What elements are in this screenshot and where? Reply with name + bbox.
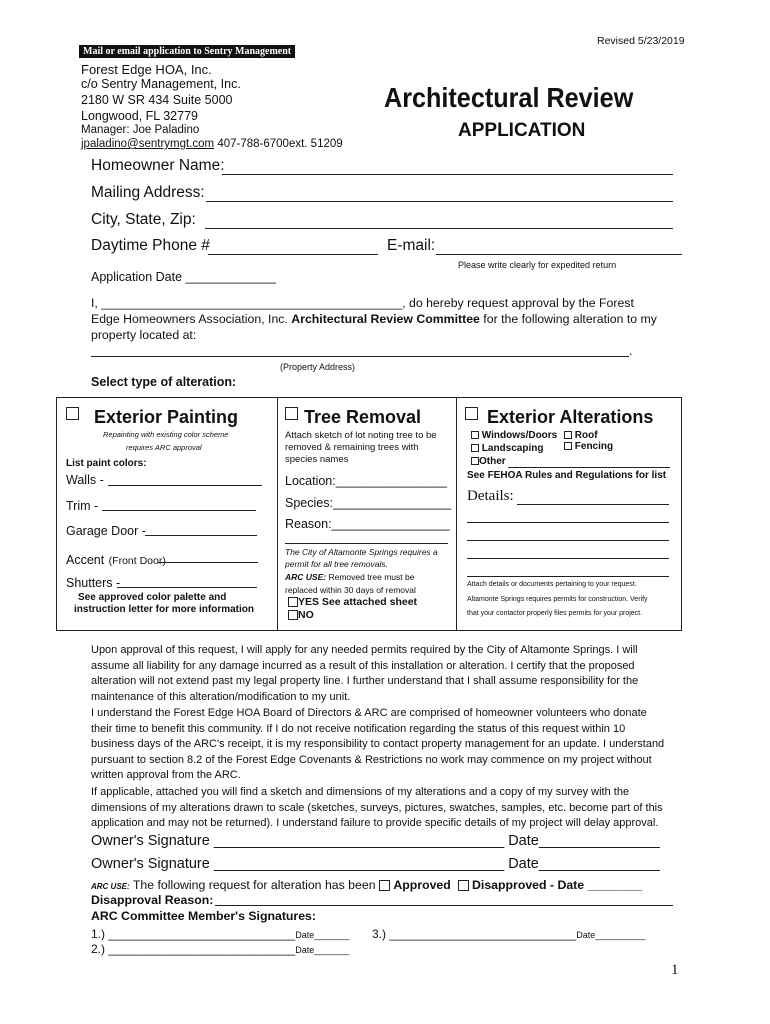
disapproval-reason-label: Disapproval Reason: <box>91 893 214 907</box>
roof-label: Roof <box>574 430 598 441</box>
request-line-2 <box>91 312 657 326</box>
address-street: 2180 W SR 434 Suite 5000 <box>81 93 233 107</box>
tree-desc-2: removed & remaining trees with <box>285 442 419 453</box>
property-address-field[interactable] <box>91 356 629 357</box>
arc-use-tag: ARC USE: <box>285 572 327 582</box>
manager-email-link[interactable]: jpaladino@sentrymgt.com <box>81 138 215 150</box>
please-write-note: Please write clearly for expedited return <box>458 260 617 270</box>
member-1-line: 1.) ____________________________ <box>91 927 296 941</box>
member-1-date: Date_______ <box>295 930 350 940</box>
address-contact <box>81 138 343 150</box>
attach-note: Attach details or documents pertaining to your request. <box>467 581 637 588</box>
yes-checkbox[interactable] <box>288 597 298 607</box>
member-3-line: 3.) ____________________________ <box>372 927 577 941</box>
request-text-a: Edge Homeowners Association, Inc. <box>91 312 292 326</box>
arc-note-text: Removed tree must be <box>326 572 415 582</box>
approved-checkbox[interactable] <box>379 880 390 891</box>
member-signature-2[interactable] <box>91 940 349 958</box>
page-subtitle: APPLICATION <box>458 120 586 141</box>
city-field[interactable] <box>205 228 673 229</box>
request-committee: Architectural Review Committee <box>291 312 480 326</box>
windows-option[interactable] <box>471 430 557 441</box>
arc-use-label: ARC USE: <box>91 882 130 891</box>
homeowner-label: Homeowner Name: <box>91 157 225 174</box>
other-option[interactable] <box>471 456 506 467</box>
address-co: c/o Sentry Management, Inc. <box>81 77 241 91</box>
tree-desc-1: Attach sketch of lot noting tree to be <box>285 430 437 441</box>
garage-field[interactable] <box>145 535 257 536</box>
details-field-1[interactable] <box>517 504 669 505</box>
accent-sub: (Front Door) <box>108 555 166 567</box>
homeowner-field[interactable] <box>222 174 673 175</box>
painting-note-1: Repainting with existing color scheme <box>103 430 229 439</box>
windows-label: Windows/Doors <box>481 430 558 441</box>
details-field-5[interactable] <box>467 576 669 577</box>
revised-date: Revised 5/23/2019 <box>597 35 685 47</box>
tree-no-option[interactable] <box>288 609 314 621</box>
painting-title: Exterior Painting <box>94 407 239 427</box>
arc-tree-note-1 <box>285 572 414 582</box>
garage-label: Garage Door - <box>66 524 146 538</box>
other-field[interactable] <box>508 467 670 468</box>
permits-note-1: Altamonte Springs requires permits for construction. Verify <box>467 596 648 603</box>
landscaping-checkbox[interactable] <box>471 444 479 452</box>
walls-field[interactable] <box>108 485 262 486</box>
painting-note-2: requires ARC approval <box>126 443 202 452</box>
palette-note-2: instruction letter for more information <box>74 604 255 615</box>
disapproved-checkbox[interactable] <box>458 880 469 891</box>
member-2-line: 2.) ____________________________ <box>91 942 296 956</box>
page-number: 1 <box>671 962 679 978</box>
permits-note-2: that your contactor properly files permits for your project. <box>467 610 643 617</box>
disapproved-label: Disapproved - Date ________ <box>472 878 643 892</box>
member-3-date: Date__________ <box>576 930 646 940</box>
member-2-date: Date_______ <box>295 945 350 955</box>
tree-yes-option[interactable] <box>288 596 417 608</box>
approval-paragraph: Upon approval of this request, I will apply for any needed permits required by the City of Altamonte Springs. I will assume all liability for any damage incurred as a result of this installation or alteration. I certify that the proposed alteration will not extend past my legal property line. I further understand that I shall assume responsibility for the maintenance of this alteration/modification to my unit. <box>91 644 639 703</box>
mailing-label: Mailing Address: <box>91 184 205 201</box>
windows-checkbox[interactable] <box>471 431 479 439</box>
details-label: Details: <box>467 488 514 504</box>
city-label: City, State, Zip: <box>91 211 196 228</box>
mail-banner: Mail or email application to Sentry Management <box>79 45 295 58</box>
fencing-label: Fencing <box>574 441 614 452</box>
tree-title: Tree Removal <box>304 407 422 427</box>
manager-phone: 407-788-6700ext. 51209 <box>217 138 343 150</box>
accent-label <box>66 551 166 569</box>
city-permit-note-2: permit for all tree removals. <box>285 559 388 569</box>
other-checkbox[interactable] <box>471 457 479 465</box>
no-label: NO <box>298 609 314 621</box>
select-type-label: Select type of alteration: <box>91 375 237 389</box>
fehoa-rules-note: See FEHOA Rules and Regulations for list <box>467 470 667 481</box>
shutters-field[interactable] <box>117 587 257 588</box>
fencing-checkbox[interactable] <box>564 442 572 450</box>
address-city: Longwood, FL 32779 <box>81 109 198 123</box>
property-address-caption: (Property Address) <box>280 362 356 372</box>
address-org: Forest Edge HOA, Inc. <box>81 62 212 77</box>
phone-field[interactable] <box>208 254 378 255</box>
city-permit-note-1: The City of Altamonte Springs requires a <box>285 547 438 557</box>
paint-colors-label: List paint colors: <box>66 458 147 469</box>
other-label: Other <box>479 456 506 467</box>
no-checkbox[interactable] <box>288 610 298 620</box>
alterations-title: Exterior Alterations <box>487 407 654 427</box>
arc-use-text: The following request for alteration has been <box>129 878 379 892</box>
palette-note-1: See approved color palette and <box>78 592 227 603</box>
volunteer-paragraph: I understand the Forest Edge HOA Board of Directors & ARC are comprised of homeowner volunteers who donate their time to benefit this community. If I do not receive notification regarding the status of this request within 10 business days of the ARC's receipt, it is my responsibility to contact property management for an update. I understand pursuant to section 8.2 of the Forest Edge Covenants & Restrictions no work may commence on my project without written approval from the ARC. <box>91 707 665 781</box>
arc-tree-note-2: replaced within 30 days of removal <box>285 585 416 595</box>
committee-signatures-label: ARC Committee Member's Signatures: <box>91 909 316 923</box>
roof-checkbox[interactable] <box>564 431 572 439</box>
trim-label: Trim - <box>66 499 99 513</box>
alterations-checkbox[interactable] <box>465 405 478 423</box>
request-line-1: I, ____________________________________________, do hereby request approval by the Forest <box>91 296 634 310</box>
tree-extra-line[interactable] <box>285 543 448 544</box>
property-line-period: . <box>629 344 633 358</box>
mailing-field[interactable] <box>206 201 673 202</box>
details-field-4[interactable] <box>467 558 669 559</box>
tree-reason-field[interactable]: Reason:_________________ <box>285 517 450 531</box>
roof-option[interactable] <box>564 430 598 441</box>
fencing-option[interactable] <box>564 441 613 452</box>
tree-species-field[interactable]: Species:_________________ <box>285 496 452 510</box>
page-title: Architectural Review <box>384 82 634 113</box>
tree-checkbox[interactable] <box>285 405 298 423</box>
painting-checkbox[interactable] <box>66 405 79 423</box>
landscaping-option[interactable] <box>471 443 543 454</box>
approved-label: Approved <box>393 878 451 892</box>
attachments-paragraph: If applicable, attached you will find a sketch and dimensions of my alterations and a copy of my survey with the dimensions of my alterations drawn to scale (sketches, surveys, pictures, swatches, samples, etc. become part of this application and may not be returned). I understand failure to provide specific details of my project will delay approval. <box>91 786 663 829</box>
shutters-label: Shutters - <box>66 576 121 590</box>
owner-signature-2[interactable]: Owner's Signature ____________________________________ Date_______________ <box>91 856 660 872</box>
application-date[interactable]: Application Date _____________ <box>91 270 276 284</box>
trim-field[interactable] <box>102 510 256 511</box>
tree-location-field[interactable]: Location:________________ <box>285 474 447 488</box>
tree-desc-3: species names <box>285 454 349 465</box>
accent-text: Accent <box>66 553 105 567</box>
details-field-3[interactable] <box>467 540 669 541</box>
request-line-3: property located at: <box>91 328 197 342</box>
request-text-c: for the following alteration to my <box>479 312 657 326</box>
owner-signature-1[interactable]: Owner's Signature ____________________________________ Date_______________ <box>91 833 660 849</box>
walls-label: Walls - <box>66 473 104 487</box>
email-label: E-mail: <box>387 237 436 254</box>
details-field-2[interactable] <box>467 522 669 523</box>
landscaping-label: Landscaping <box>481 443 544 454</box>
accent-field[interactable] <box>158 562 258 563</box>
yes-label: YES See attached sheet <box>298 596 418 608</box>
address-manager: Manager: Joe Paladino <box>81 124 200 136</box>
arc-use-line <box>91 878 642 892</box>
email-field[interactable] <box>436 254 682 255</box>
disapproval-reason-field[interactable] <box>215 905 673 906</box>
phone-label: Daytime Phone # <box>91 237 210 254</box>
member-signature-3[interactable] <box>372 925 645 943</box>
